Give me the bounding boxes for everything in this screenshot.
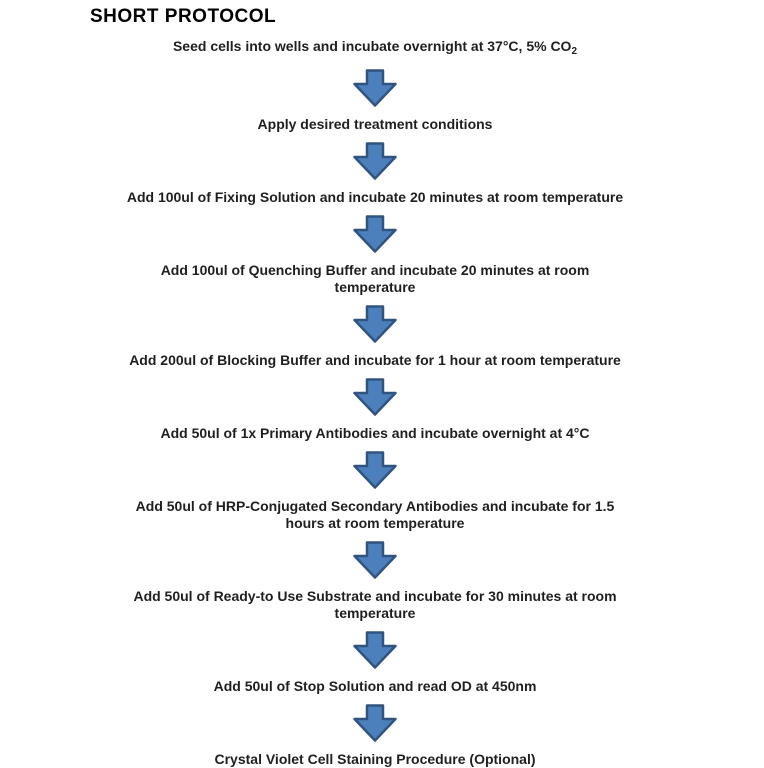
protocol-step-2 xyxy=(258,116,493,133)
step-text: Add 50ul of HRP-Conjugated Secondary Antibodies and incubate for 1.5 xyxy=(135,498,615,514)
step-text: temperature xyxy=(334,605,416,621)
protocol-step-7 xyxy=(136,498,615,532)
down-arrow-icon xyxy=(352,215,398,253)
down-arrow-icon xyxy=(352,541,398,579)
down-arrow-icon xyxy=(352,704,398,742)
down-arrow-icon xyxy=(352,631,398,669)
down-arrow-icon xyxy=(352,69,398,107)
step-text: Apply desired treatment conditions xyxy=(257,116,493,132)
step-text: Crystal Violet Cell Staining Procedure (Optional) xyxy=(214,751,536,767)
protocol-step-5 xyxy=(129,352,621,369)
step-text: Add 100ul of Fixing Solution and incubate 20 minutes at room temperature xyxy=(126,189,624,205)
step-text: hours at room temperature xyxy=(285,515,465,531)
step-text: Add 50ul of 1x Primary Antibodies and incubate overnight at 4°C xyxy=(160,425,590,441)
step-text: Seed cells into wells and incubate overnight at 37°C, 5% $CO_2$ xyxy=(172,38,578,57)
subscript: 2 xyxy=(571,46,578,57)
step-text: Add 100ul of Quenching Buffer and incubate 20 minutes at room xyxy=(160,262,590,278)
step-text: Add 50ul of Stop Solution and read OD at 450nm xyxy=(213,678,537,694)
step-text: Add 50ul of Ready-to Use Substrate and incubate for 30 minutes at room xyxy=(133,588,617,604)
protocol-step-6 xyxy=(160,425,589,442)
protocol-step-4 xyxy=(161,262,590,296)
down-arrow-icon xyxy=(352,378,398,416)
down-arrow-icon xyxy=(352,451,398,489)
down-arrow-icon xyxy=(352,305,398,343)
step-text: Add 200ul of Blocking Buffer and incubate for 1 hour at room temperature xyxy=(129,352,621,368)
page-title: SHORT PROTOCOL xyxy=(90,6,277,27)
protocol-step-8 xyxy=(133,588,616,622)
down-arrow-icon xyxy=(352,142,398,180)
step-text: temperature xyxy=(334,279,416,295)
protocol-step-1 xyxy=(173,38,577,60)
protocol-step-9 xyxy=(214,678,537,695)
protocol-step-3 xyxy=(127,189,623,206)
protocol-step-10 xyxy=(214,751,535,768)
